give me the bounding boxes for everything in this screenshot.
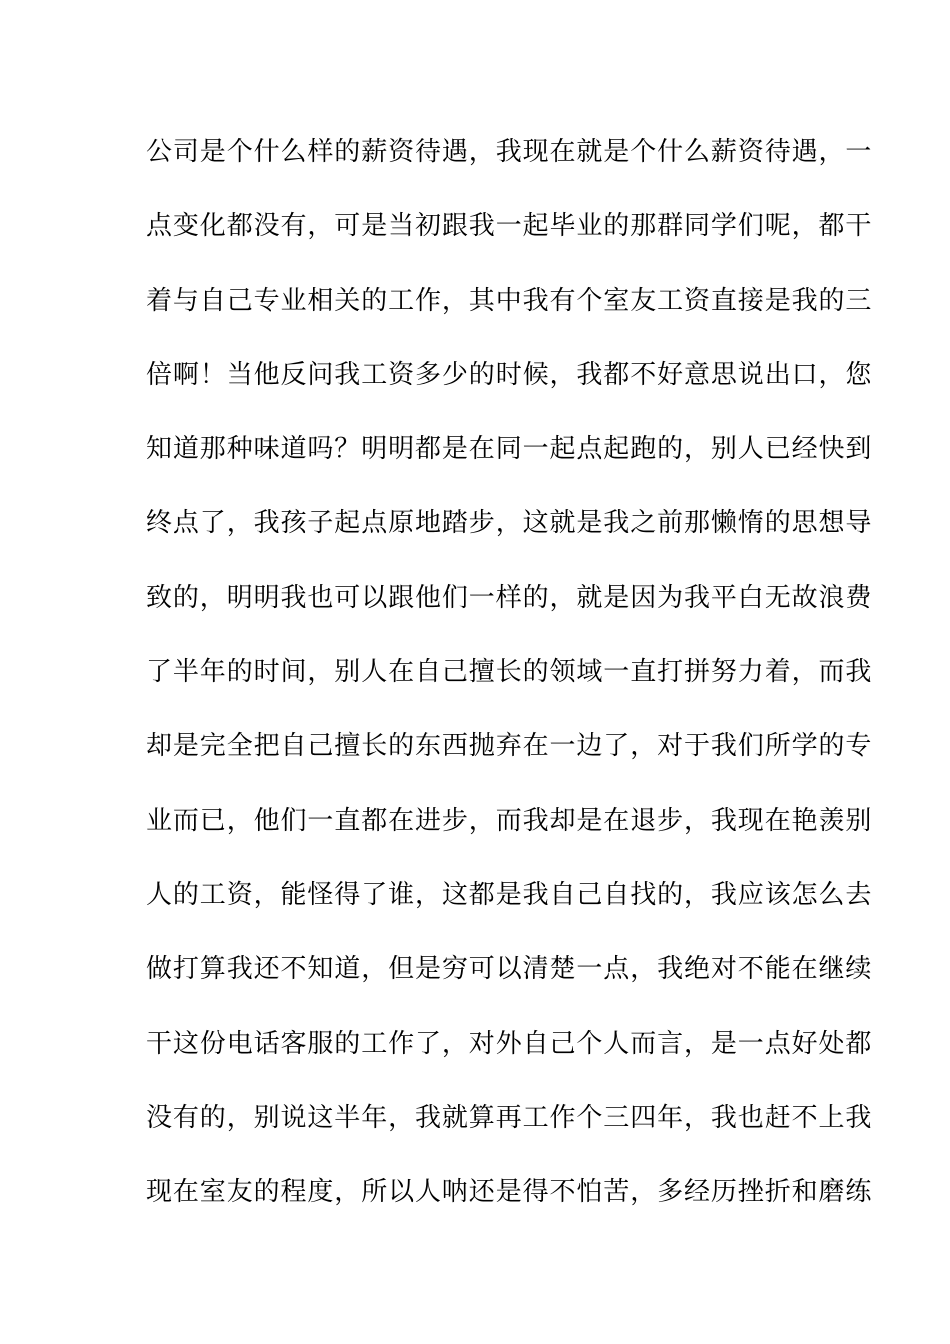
text-line: 没有的，别说这半年，我就算再工作个三四年，我也赶不上我: [146, 1102, 873, 1133]
text-line: 了半年的时间，别人在自己擅长的领域一直打拼努力着，而我: [146, 657, 873, 688]
text-line: 公司是个什么样的薪资待遇，我现在就是个什么薪资待遇，一: [146, 137, 873, 167]
text-line: 做打算我还不知道，但是穷可以清楚一点，我绝对不能在继续: [146, 954, 873, 985]
text-line: 干这份电话客服的工作了，对外自己个人而言，是一点好处都: [146, 1028, 873, 1059]
text-line: 业而已，他们一直都在进步，而我却是在退步，我现在艳羡别: [146, 805, 873, 836]
text-line: 着与自己专业相关的工作，其中我有个室友工资直接是我的三: [146, 285, 873, 316]
text-line: 人的工资，能怪得了谁，这都是我自己自找的，我应该怎么去: [146, 879, 873, 910]
text-line: 却是完全把自己擅长的东西抛弃在一边了，对于我们所学的专: [146, 731, 873, 762]
text-line: 现在室友的程度，所以人呐还是得不怕苦，多经历挫折和磨练: [146, 1177, 873, 1208]
body-text: [146, 128, 873, 1242]
text-line: 知道那种味道吗？明明都是在同一起点起跑的，别人已经快到: [146, 434, 873, 465]
text-line: 终点了，我孩子起点原地踏步，这就是我之前那懒惰的思想导: [146, 508, 873, 539]
text-line: 倍啊！当他反问我工资多少的时候，我都不好意思说出口，您: [146, 359, 873, 390]
text-line: 致的，明明我也可以跟他们一样的，就是因为我平白无故浪费: [146, 582, 873, 613]
text-line: 点变化都没有，可是当初跟我一起毕业的那群同学们呢，都干: [146, 211, 873, 242]
